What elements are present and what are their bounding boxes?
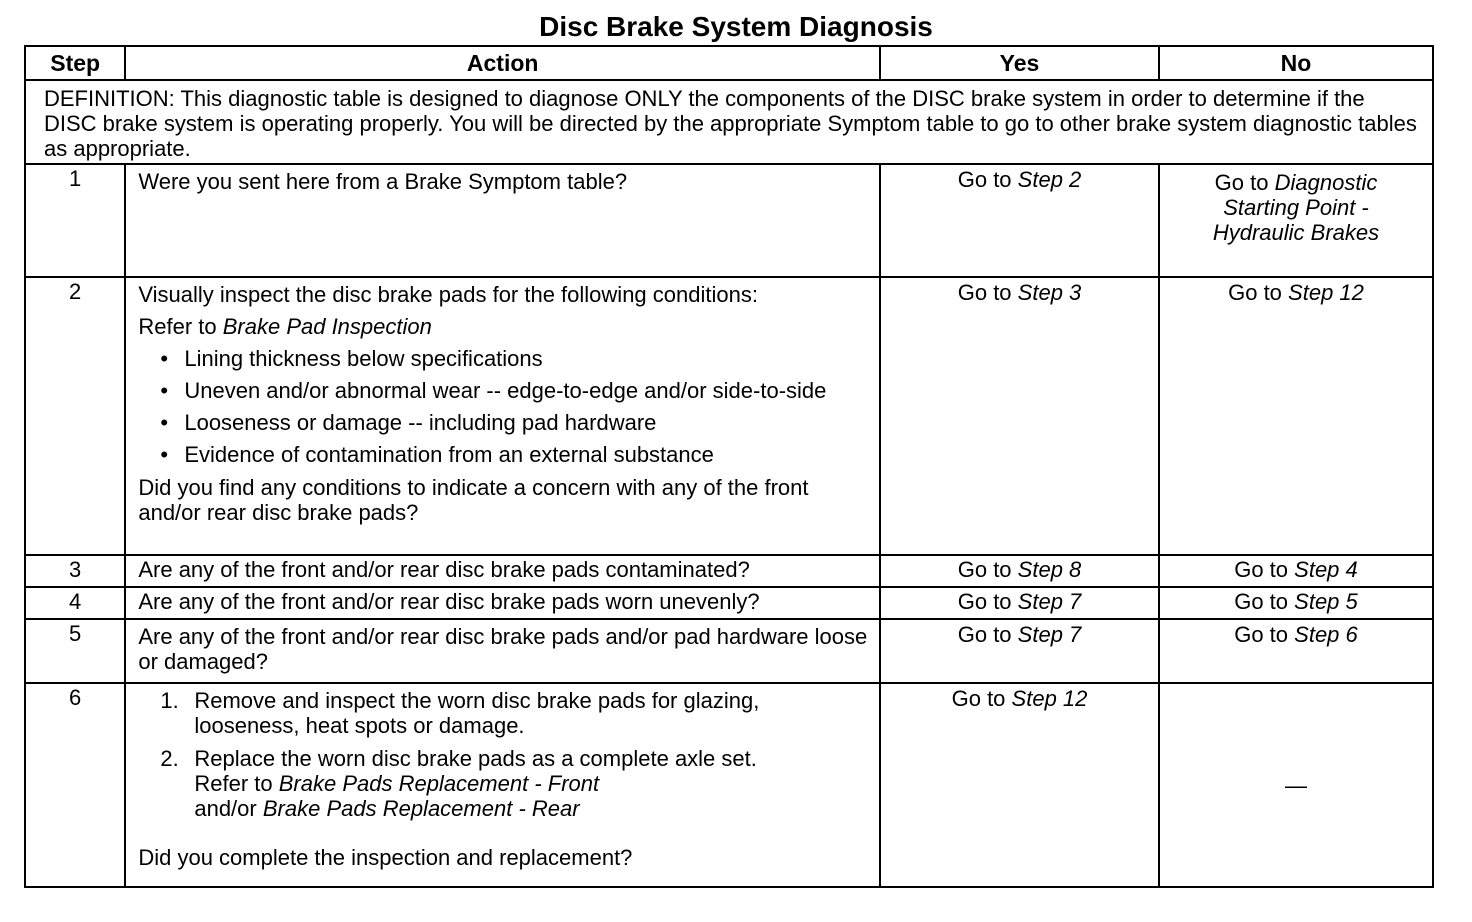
definition-row [25, 80, 1433, 164]
action-question: Did you complete the inspection and replacement? [138, 845, 633, 870]
action-intro: Visually inspect the disc brake pads for the following conditions: [138, 282, 758, 307]
step-number: 2 [25, 277, 125, 555]
step-link[interactable]: Step 5 [1294, 589, 1358, 614]
step-number: 4 [25, 587, 125, 619]
table-row [25, 277, 1433, 555]
list-item: 2. Replace the worn disc brake pads as a complete axle set. Refer to Brake Pads Replacement - Front and/or Brake Pads Replacement - Rear [160, 746, 757, 821]
procedure-list [138, 688, 869, 821]
action-question: Are any of the front and/or rear disc brake pads and/or pad hardware loose or damaged? [138, 624, 868, 674]
step-number: 6 [25, 683, 125, 887]
goto-label: Go to [1214, 170, 1269, 195]
bullet-icon: • [160, 346, 169, 371]
action-text [125, 555, 880, 587]
diagnosis-table [24, 45, 1434, 888]
refer-link[interactable]: Brake Pads Replacement - Rear [262, 796, 580, 821]
goto-label: Go to [951, 686, 1006, 711]
list-item: 1. Remove and inspect the worn disc brake pads for glazing, looseness, heat spots or damage. [160, 688, 760, 738]
goto-label: Go to [1228, 280, 1282, 305]
action-question: Are any of the front and/or rear disc brake pads worn unevenly? [138, 589, 760, 614]
step-link[interactable]: Step 4 [1294, 557, 1358, 582]
table-row [25, 587, 1433, 619]
diagnostic-link-line3[interactable]: Hydraulic Brakes [1212, 220, 1380, 245]
no-cell [1159, 587, 1433, 619]
action-text [125, 164, 880, 277]
yes-cell [880, 277, 1159, 555]
item-number: 1. [160, 688, 179, 713]
item-number: 2. [160, 746, 179, 771]
page-title: Disc Brake System Diagnosis [539, 11, 933, 42]
header-action: Action [125, 46, 880, 80]
goto-label: Go to [957, 280, 1012, 305]
table-row [25, 619, 1433, 683]
no-cell [1159, 277, 1433, 555]
yes-cell [880, 587, 1159, 619]
yes-cell [880, 164, 1159, 277]
definition-text: DEFINITION: This diagnostic table is designed to diagnose ONLY the components of the DISC brake system in order to determine if the DISC brake system is operating properly. You will be directed by the appropriate Symptom table to go to other brake system diagnostic tables as appropriate. [25, 80, 1433, 164]
list-item: • Evidence of contamination from an external substance [160, 442, 714, 467]
goto-label: Go to [957, 589, 1012, 614]
step-link[interactable]: Step 3 [1017, 280, 1082, 305]
yes-cell [880, 683, 1159, 887]
step-link[interactable]: Step 7 [1017, 589, 1082, 614]
no-cell [1159, 555, 1433, 587]
goto-label: Go to [1234, 622, 1289, 647]
diagnostic-link-line2[interactable]: Starting Point - [1223, 195, 1369, 220]
action-text [125, 683, 880, 887]
refer-link[interactable]: Brake Pads Replacement - Front [278, 771, 600, 796]
bullet-icon: • [160, 442, 169, 467]
step-link[interactable]: Step 7 [1017, 622, 1082, 647]
goto-label: Go to [1234, 557, 1289, 582]
step-link[interactable]: Step 12 [1288, 280, 1364, 305]
list-item: • Uneven and/or abnormal wear -- edge-to-edge and/or side-to-side [160, 378, 827, 403]
step-number: 1 [25, 164, 125, 277]
yes-cell [880, 619, 1159, 683]
table-row [25, 164, 1433, 277]
no-dash: — [1285, 772, 1307, 798]
action-text [125, 277, 880, 555]
action-text [125, 587, 880, 619]
goto-label: Go to [957, 167, 1012, 192]
list-item: • Looseness or damage -- including pad hardware [160, 410, 657, 435]
action-question: Did you find any conditions to indicate a concern with any of the front and/or rear disc brake pads? [138, 475, 809, 525]
yes-cell [880, 555, 1159, 587]
header-row [25, 46, 1433, 80]
action-question: Are any of the front and/or rear disc brake pads contaminated? [138, 557, 750, 582]
bullet-icon: • [160, 410, 169, 435]
goto-label: Go to [957, 557, 1012, 582]
table-row [25, 683, 1433, 887]
step-number: 3 [25, 555, 125, 587]
table-row [25, 555, 1433, 587]
no-cell [1159, 164, 1433, 277]
condition-list [138, 346, 869, 467]
action-question: Were you sent here from a Brake Symptom table? [138, 169, 628, 194]
goto-label: Go to [1234, 589, 1289, 614]
list-item: • Lining thickness below specifications [160, 346, 543, 371]
goto-label: Go to [957, 622, 1012, 647]
header-yes: Yes [880, 46, 1159, 80]
step-number: 5 [25, 619, 125, 683]
header-step: Step [25, 46, 125, 80]
action-text [125, 619, 880, 683]
step-link[interactable]: Step 2 [1017, 167, 1082, 192]
no-cell [1159, 619, 1433, 683]
refer-link[interactable]: Brake Pad Inspection [222, 314, 432, 339]
no-cell [1159, 683, 1433, 887]
bullet-icon: • [160, 378, 169, 403]
header-no: No [1159, 46, 1433, 80]
step-link[interactable]: Step 12 [1011, 686, 1088, 711]
step-link[interactable]: Step 6 [1294, 622, 1358, 647]
diagnostic-link[interactable]: Diagnostic [1274, 170, 1378, 195]
refer-line: Refer to Brake Pad Inspection [138, 314, 432, 339]
step-link[interactable]: Step 8 [1017, 557, 1082, 582]
